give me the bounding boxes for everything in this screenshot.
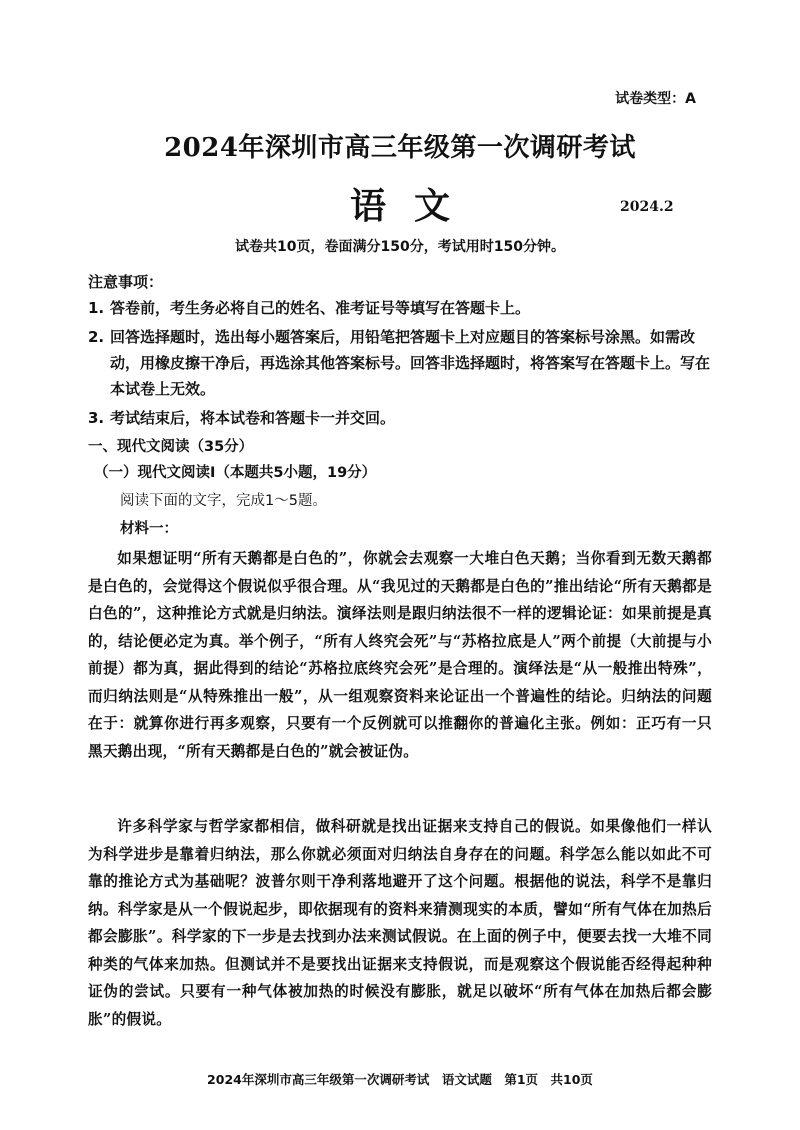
notice-item (88, 405, 718, 431)
notice-item-text: 回答选择题时，选出每小题答案后，用铅笔把答题卡上对应题目的答案标号涂黑。如需改动，用橡皮擦干净后，再选涂其他答案标号。回答非选择题时，将答案写在答题卡上。写在本试卷上无效。 (110, 328, 711, 398)
subsection-heading: （一）现代文阅读Ⅰ（本题共5小题，19分） (94, 465, 377, 481)
notice-item-number: 3. (88, 409, 105, 427)
notice-heading: 注意事项： (88, 273, 164, 291)
notice-item (88, 295, 718, 321)
passage-paragraph-2: 许多科学家与哲学家都相信，做科研就是找出证据来支持自己的假说。如果像他们一样认为科学进步是靠着归纳法，那么你就必须面对归纳法自身存在的问题。科学怎么能以如此不可靠的推论方式为基础呢？波普尔则干净利落地避开了这个问题。根据他的说法，科学不是靠归纳。科学家是从一个假说起步，即依据现有的资料来猜测现实的本质，譬如“所有气体在加热后都会膨胀”。科学家的下一步是去找到办法来测试假说。在上面的例子中，便要去找一大堆不同种类的气体来加热。但测试并不是要找出证据来支持假说，而是观察这个假说能否经得起种种证伪的尝试。只要有一种气体被加热的时候没有膨胀，就足以破坏“所有气体在加热后都会膨胀”的假说。 (88, 818, 712, 1028)
exam-title: 2024年深圳市高三年级第一次调研考试 (164, 133, 636, 163)
notice-list (88, 295, 718, 434)
section-heading: 一、现代文阅读（35分） (88, 439, 254, 455)
notice-item-number: 2. (88, 328, 105, 346)
notice-item-text: 答卷前，考生务必将自己的姓名、准考证号等填写在答题卡上。 (110, 299, 531, 317)
page-footer: 2024年深圳市高三年级第一次调研考试 语文试题 第1页 共10页 (207, 1072, 593, 1087)
paper-type-label: 试卷类型：A (615, 91, 696, 107)
reading-instruction: 阅读下面的文字，完成1～5题。 (120, 493, 327, 509)
material-label: 材料一： (120, 521, 178, 537)
exam-info: 试卷共10页，卷面满分150分，考试用时150分钟。 (235, 239, 565, 255)
subject-title: 语文 (349, 185, 478, 227)
notice-item-text: 考试结束后，将本试卷和答题卡一并交回。 (110, 409, 396, 427)
exam-date: 2024.2 (620, 199, 674, 215)
notice-item-number: 1. (88, 299, 105, 317)
passage-paragraph-1: 如果想证明“所有天鹅都是白色的”，你就会去观察一大堆白色天鹅；当你看到无数天鹅都是白色的，会觉得这个假说似乎很合理。从“我见过的天鹅都是白色的”推出结论“所有天鹅都是白色的”，这种推论方式就是归纳法。演绎法则是跟归纳法很不一样的逻辑论证：如果前提是真的，结论便必定为真。举个例子，“所有人终究会死”与“苏格拉底是人”两个前提（大前提与小前提）都为真，据此得到的结论“苏格拉底终究会死”是合理的。演绎法是“从一般推出特殊”，而归纳法则是“从特殊推出一般”，从一组观察资料来论证出一个普遍性的结论。归纳法的问题在于：就算你进行再多观察，只要有一个反例就可以推翻你的普遍化主张。例如：正巧有一只黑天鹅出现，“所有天鹅都是白色的”就会被证伪。 (88, 550, 712, 760)
notice-item (88, 324, 718, 402)
